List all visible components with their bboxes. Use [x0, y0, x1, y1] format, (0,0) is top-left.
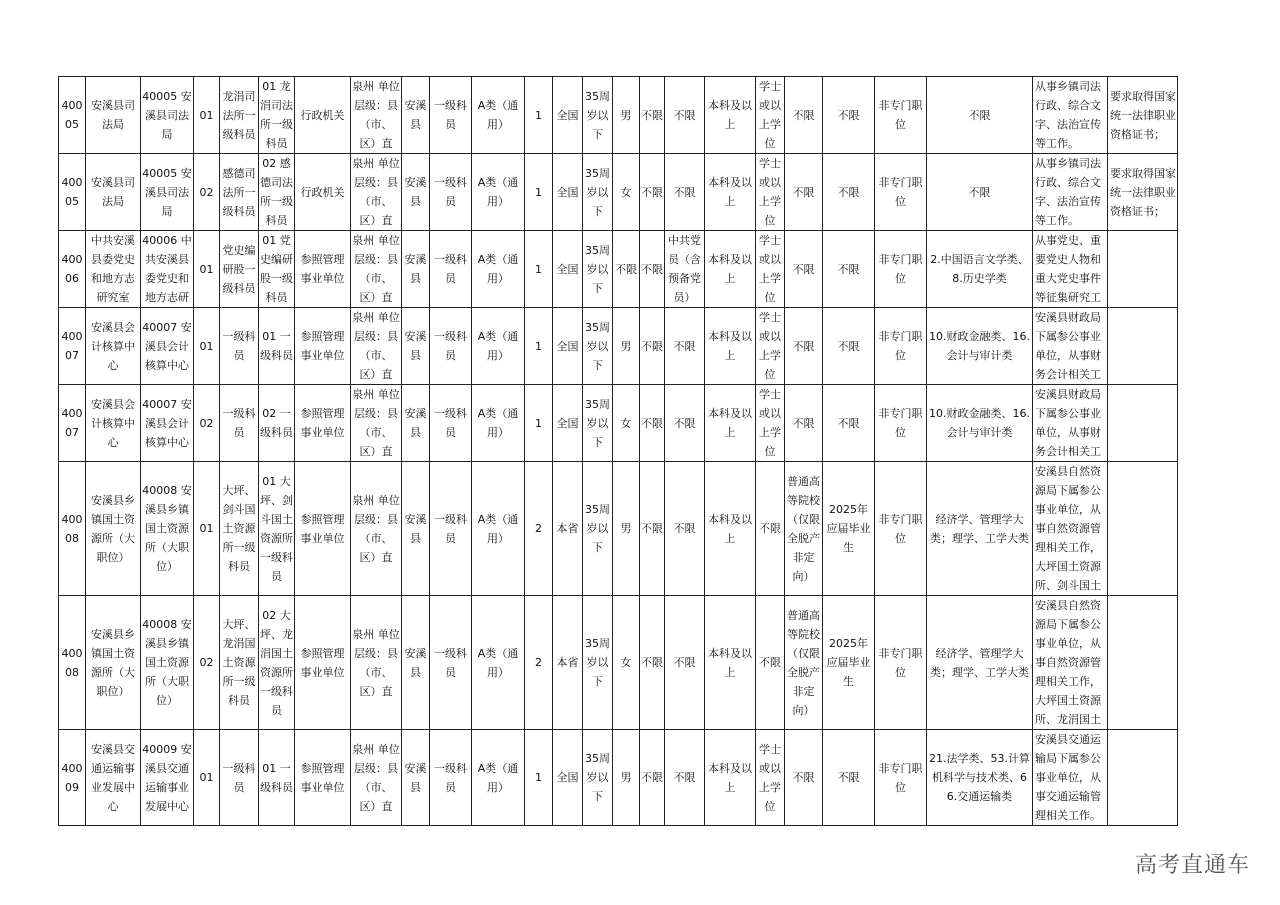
cell-post-name: 大坪、龙涓国土资源所一级科员: [220, 596, 259, 730]
cell-exam-category: A类（通用）: [472, 154, 525, 231]
cell-post-name: 一级科员: [220, 730, 259, 826]
cell-major: 经济学、管理学大类；理学、工学大类: [927, 462, 1033, 596]
cell-school-type: 不限: [785, 77, 823, 154]
cell-education: 本科及以上: [705, 385, 756, 462]
cell-rank: 一级科员: [430, 308, 472, 385]
cell-unit-level: 泉州 单位层级：县（市、区）直: [351, 154, 402, 231]
cell-rank: 一级科员: [430, 730, 472, 826]
cell-political-status: 不限: [665, 596, 705, 730]
watermark-text: 高考直通车: [1134, 853, 1250, 878]
cell-unit-type: 参照管理事业单位: [295, 596, 351, 730]
cell-unit-code: 40009: [59, 730, 86, 826]
cell-post-name: 大坪、剑斗国土资源所一级科员: [220, 462, 259, 596]
cell-unit-code: 40007: [59, 308, 86, 385]
cell-gender: 男: [613, 308, 640, 385]
cell-post-no: 01: [194, 308, 220, 385]
cell-rank: 一级科员: [430, 77, 472, 154]
cell-post-no: 01: [194, 730, 220, 826]
cell-age-limit: 35周岁以下: [583, 77, 613, 154]
cell-headcount: 2: [525, 462, 553, 596]
cell-unit-full: 40006 中共安溪县委党史和地方志研: [141, 231, 194, 308]
cell-post-no: 01: [194, 462, 220, 596]
cell-post-name: 感德司法所一级科员: [220, 154, 259, 231]
cell-post-category: 非专门职位: [875, 462, 927, 596]
cell-exam-category: A类（通用）: [472, 308, 525, 385]
cell-post-no: 02: [194, 154, 220, 231]
cell-region: 本省: [553, 596, 583, 730]
cell-unit-name: 安溪县乡镇国土资源所（大职位）: [86, 596, 141, 730]
cell-post-category: 非专门职位: [875, 308, 927, 385]
cell-job-duties: 安溪县自然资源局下属参公事业单位，从事自然资源管理相关工作，大坪国土资源所、剑斗国土: [1033, 462, 1108, 596]
cell-job-duties: 从事党史、重要党史人物和重大党史事件等征集研究工: [1033, 231, 1108, 308]
cell-headcount: 1: [525, 385, 553, 462]
cell-unit-type: 参照管理事业单位: [295, 462, 351, 596]
cell-age-limit: 35周岁以下: [583, 596, 613, 730]
cell-ethnicity: 不限: [640, 154, 665, 231]
cell-post-name: 一级科员: [220, 308, 259, 385]
cell-unit-full: 40007 安溪县会计核算中心: [141, 385, 194, 462]
cell-school-type: 不限: [785, 154, 823, 231]
cell-unit-level: 泉州 单位层级：县（市、区）直: [351, 730, 402, 826]
cell-education: 本科及以上: [705, 77, 756, 154]
cell-unit-full: 40007 安溪县会计核算中心: [141, 308, 194, 385]
cell-district: 安溪县: [402, 462, 430, 596]
cell-region: 全国: [553, 308, 583, 385]
cell-gender: 男: [613, 462, 640, 596]
cell-post-category: 非专门职位: [875, 596, 927, 730]
cell-other-requirements: 要求取得国家统一法律职业资格证书；: [1108, 154, 1178, 231]
cell-major: 2.中国语言文学类、8.历史学类: [927, 231, 1033, 308]
cell-district: 安溪县: [402, 77, 430, 154]
cell-political-status: 不限: [665, 308, 705, 385]
cell-unit-full: 40005 安溪县司法局: [141, 154, 194, 231]
cell-unit-code: 40008: [59, 462, 86, 596]
cell-graduate-type: 不限: [823, 385, 875, 462]
cell-unit-code: 40008: [59, 596, 86, 730]
cell-post-full: 01 一级科员: [259, 730, 295, 826]
cell-gender: 女: [613, 596, 640, 730]
cell-major: 不限: [927, 154, 1033, 231]
cell-ethnicity: 不限: [640, 308, 665, 385]
cell-exam-category: A类（通用）: [472, 462, 525, 596]
cell-graduate-type: 2025年应届毕业生: [823, 596, 875, 730]
cell-graduate-type: 2025年应届毕业生: [823, 462, 875, 596]
cell-education: 本科及以上: [705, 462, 756, 596]
cell-school-type: 普通高等院校（仅限全脱产非定向）: [785, 596, 823, 730]
cell-age-limit: 35周岁以下: [583, 308, 613, 385]
cell-unit-name: 安溪县交通运输事业发展中心: [86, 730, 141, 826]
cell-gender: 男: [613, 730, 640, 826]
cell-post-full: 01 大坪、剑斗国土资源所一级科员: [259, 462, 295, 596]
cell-post-full: 01 党史编研股一级科员: [259, 231, 295, 308]
cell-education: 本科及以上: [705, 308, 756, 385]
cell-ethnicity: 不限: [640, 77, 665, 154]
cell-district: 安溪县: [402, 385, 430, 462]
cell-unit-full: 40008 安溪县乡镇国土资源所（大职位）: [141, 462, 194, 596]
cell-major: 21.法学类、53.计算机科学与技术类、66.交通运输类: [927, 730, 1033, 826]
cell-unit-name: 安溪县乡镇国土资源所（大职位）: [86, 462, 141, 596]
cell-other-requirements: [1108, 231, 1178, 308]
cell-post-name: 党史编研股一级科员: [220, 231, 259, 308]
cell-degree: 学士或以上学位: [756, 730, 785, 826]
cell-unit-level: 泉州 单位层级：县（市、区）直: [351, 77, 402, 154]
cell-other-requirements: [1108, 730, 1178, 826]
cell-graduate-type: 不限: [823, 308, 875, 385]
cell-headcount: 1: [525, 231, 553, 308]
cell-district: 安溪县: [402, 730, 430, 826]
cell-post-no: 01: [194, 77, 220, 154]
cell-education: 本科及以上: [705, 730, 756, 826]
cell-region: 全国: [553, 385, 583, 462]
cell-exam-category: A类（通用）: [472, 730, 525, 826]
cell-age-limit: 35周岁以下: [583, 154, 613, 231]
cell-unit-name: 中共安溪县委党史和地方志研究室: [86, 231, 141, 308]
table-row: [59, 730, 1178, 826]
cell-political-status: 不限: [665, 462, 705, 596]
cell-post-category: 非专门职位: [875, 231, 927, 308]
cell-post-no: 02: [194, 385, 220, 462]
cell-major: 经济学、管理学大类；理学、工学大类: [927, 596, 1033, 730]
cell-district: 安溪县: [402, 308, 430, 385]
cell-major: 10.财政金融类、16.会计与审计类: [927, 385, 1033, 462]
cell-unit-level: 泉州 单位层级：县（市、区）直: [351, 308, 402, 385]
cell-district: 安溪县: [402, 154, 430, 231]
cell-political-status: 不限: [665, 154, 705, 231]
cell-degree: 学士或以上学位: [756, 231, 785, 308]
cell-unit-full: 40009 安溪县交通运输事业发展中心: [141, 730, 194, 826]
cell-unit-name: 安溪县司法局: [86, 154, 141, 231]
cell-other-requirements: 要求取得国家统一法律职业资格证书；: [1108, 77, 1178, 154]
cell-unit-level: 泉州 单位层级：县（市、区）直: [351, 231, 402, 308]
cell-region: 全国: [553, 730, 583, 826]
cell-degree: 学士或以上学位: [756, 77, 785, 154]
cell-post-full: 01 龙涓司法所一级科员: [259, 77, 295, 154]
cell-ethnicity: 不限: [640, 730, 665, 826]
cell-exam-category: A类（通用）: [472, 77, 525, 154]
cell-post-full: 01 一级科员: [259, 308, 295, 385]
cell-ethnicity: 不限: [640, 596, 665, 730]
cell-school-type: 普通高等院校（仅限全脱产非定向）: [785, 462, 823, 596]
cell-post-category: 非专门职位: [875, 385, 927, 462]
cell-degree: 不限: [756, 596, 785, 730]
cell-unit-type: 行政机关: [295, 77, 351, 154]
cell-headcount: 1: [525, 154, 553, 231]
cell-job-duties: 安溪县财政局下属参公事业单位，从事财务会计相关工: [1033, 385, 1108, 462]
cell-degree: 学士或以上学位: [756, 385, 785, 462]
cell-school-type: 不限: [785, 385, 823, 462]
cell-post-name: 龙涓司法所一级科员: [220, 77, 259, 154]
cell-post-full: 02 感德司法所一级科员: [259, 154, 295, 231]
cell-major: 10.财政金融类、16.会计与审计类: [927, 308, 1033, 385]
cell-post-category: 非专门职位: [875, 730, 927, 826]
cell-age-limit: 35周岁以下: [583, 231, 613, 308]
cell-degree: 学士或以上学位: [756, 308, 785, 385]
cell-ethnicity: 不限: [640, 385, 665, 462]
cell-rank: 一级科员: [430, 385, 472, 462]
cell-post-full: 02 一级科员: [259, 385, 295, 462]
cell-headcount: 2: [525, 596, 553, 730]
cell-unit-level: 泉州 单位层级：县（市、区）直: [351, 462, 402, 596]
cell-district: 安溪县: [402, 231, 430, 308]
cell-post-category: 非专门职位: [875, 154, 927, 231]
table-row: [59, 462, 1178, 596]
cell-education: 本科及以上: [705, 154, 756, 231]
cell-job-duties: 安溪县交通运输局下属参公事业单位，从事交通运输管理相关工作。: [1033, 730, 1108, 826]
cell-graduate-type: 不限: [823, 231, 875, 308]
cell-unit-name: 安溪县司法局: [86, 77, 141, 154]
cell-post-category: 非专门职位: [875, 77, 927, 154]
job-table: [58, 76, 1178, 826]
cell-political-status: 不限: [665, 77, 705, 154]
cell-unit-full: 40005 安溪县司法局: [141, 77, 194, 154]
cell-rank: 一级科员: [430, 231, 472, 308]
table-row: [59, 308, 1178, 385]
table-row: [59, 154, 1178, 231]
cell-unit-full: 40008 安溪县乡镇国土资源所（大职位）: [141, 596, 194, 730]
cell-unit-name: 安溪县会计核算中心: [86, 308, 141, 385]
cell-major: 不限: [927, 77, 1033, 154]
cell-unit-type: 参照管理事业单位: [295, 308, 351, 385]
cell-rank: 一级科员: [430, 154, 472, 231]
cell-unit-level: 泉州 单位层级：县（市、区）直: [351, 385, 402, 462]
cell-headcount: 1: [525, 308, 553, 385]
cell-district: 安溪县: [402, 596, 430, 730]
cell-school-type: 不限: [785, 730, 823, 826]
cell-unit-type: 参照管理事业单位: [295, 231, 351, 308]
cell-post-name: 一级科员: [220, 385, 259, 462]
table-row: [59, 231, 1178, 308]
cell-job-duties: 安溪县财政局下属参公事业单位，从事财务会计相关工: [1033, 308, 1108, 385]
cell-gender: 不限: [613, 231, 640, 308]
cell-age-limit: 35周岁以下: [583, 385, 613, 462]
cell-political-status: 不限: [665, 730, 705, 826]
cell-exam-category: A类（通用）: [472, 385, 525, 462]
cell-exam-category: A类（通用）: [472, 231, 525, 308]
cell-rank: 一级科员: [430, 596, 472, 730]
cell-unit-type: 参照管理事业单位: [295, 385, 351, 462]
cell-political-status: 中共党员（含预备党员）: [665, 231, 705, 308]
cell-job-duties: 从事乡镇司法行政、综合文字、法治宣传等工作。: [1033, 77, 1108, 154]
cell-ethnicity: 不限: [640, 231, 665, 308]
cell-unit-code: 40005: [59, 154, 86, 231]
table-row: [59, 596, 1178, 730]
cell-post-full: 02 大坪、龙涓国土资源所一级科员: [259, 596, 295, 730]
cell-other-requirements: [1108, 308, 1178, 385]
cell-age-limit: 35周岁以下: [583, 730, 613, 826]
cell-unit-level: 泉州 单位层级：县（市、区）直: [351, 596, 402, 730]
cell-ethnicity: 不限: [640, 462, 665, 596]
cell-unit-code: 40007: [59, 385, 86, 462]
cell-region: 全国: [553, 231, 583, 308]
cell-region: 全国: [553, 77, 583, 154]
cell-unit-name: 安溪县会计核算中心: [86, 385, 141, 462]
cell-exam-category: A类（通用）: [472, 596, 525, 730]
cell-degree: 学士或以上学位: [756, 154, 785, 231]
cell-job-duties: 安溪县自然资源局下属参公事业单位，从事自然资源管理相关工作，大坪国土资源所、龙涓国土: [1033, 596, 1108, 730]
cell-graduate-type: 不限: [823, 77, 875, 154]
cell-rank: 一级科员: [430, 462, 472, 596]
cell-region: 本省: [553, 462, 583, 596]
cell-graduate-type: 不限: [823, 154, 875, 231]
cell-gender: 男: [613, 77, 640, 154]
cell-unit-type: 行政机关: [295, 154, 351, 231]
cell-school-type: 不限: [785, 308, 823, 385]
cell-education: 本科及以上: [705, 231, 756, 308]
cell-headcount: 1: [525, 77, 553, 154]
cell-gender: 女: [613, 385, 640, 462]
cell-education: 本科及以上: [705, 596, 756, 730]
cell-headcount: 1: [525, 730, 553, 826]
cell-other-requirements: [1108, 385, 1178, 462]
cell-gender: 女: [613, 154, 640, 231]
cell-age-limit: 35周岁以下: [583, 462, 613, 596]
cell-unit-code: 40005: [59, 77, 86, 154]
cell-unit-code: 40006: [59, 231, 86, 308]
cell-region: 全国: [553, 154, 583, 231]
cell-post-no: 01: [194, 231, 220, 308]
cell-post-no: 02: [194, 596, 220, 730]
cell-unit-type: 参照管理事业单位: [295, 730, 351, 826]
cell-school-type: 不限: [785, 231, 823, 308]
cell-other-requirements: [1108, 462, 1178, 596]
cell-degree: 不限: [756, 462, 785, 596]
table-row: [59, 385, 1178, 462]
table-row: [59, 77, 1178, 154]
cell-job-duties: 从事乡镇司法行政、综合文字、法治宣传等工作。: [1033, 154, 1108, 231]
cell-other-requirements: [1108, 596, 1178, 730]
cell-political-status: 不限: [665, 385, 705, 462]
cell-graduate-type: 不限: [823, 730, 875, 826]
